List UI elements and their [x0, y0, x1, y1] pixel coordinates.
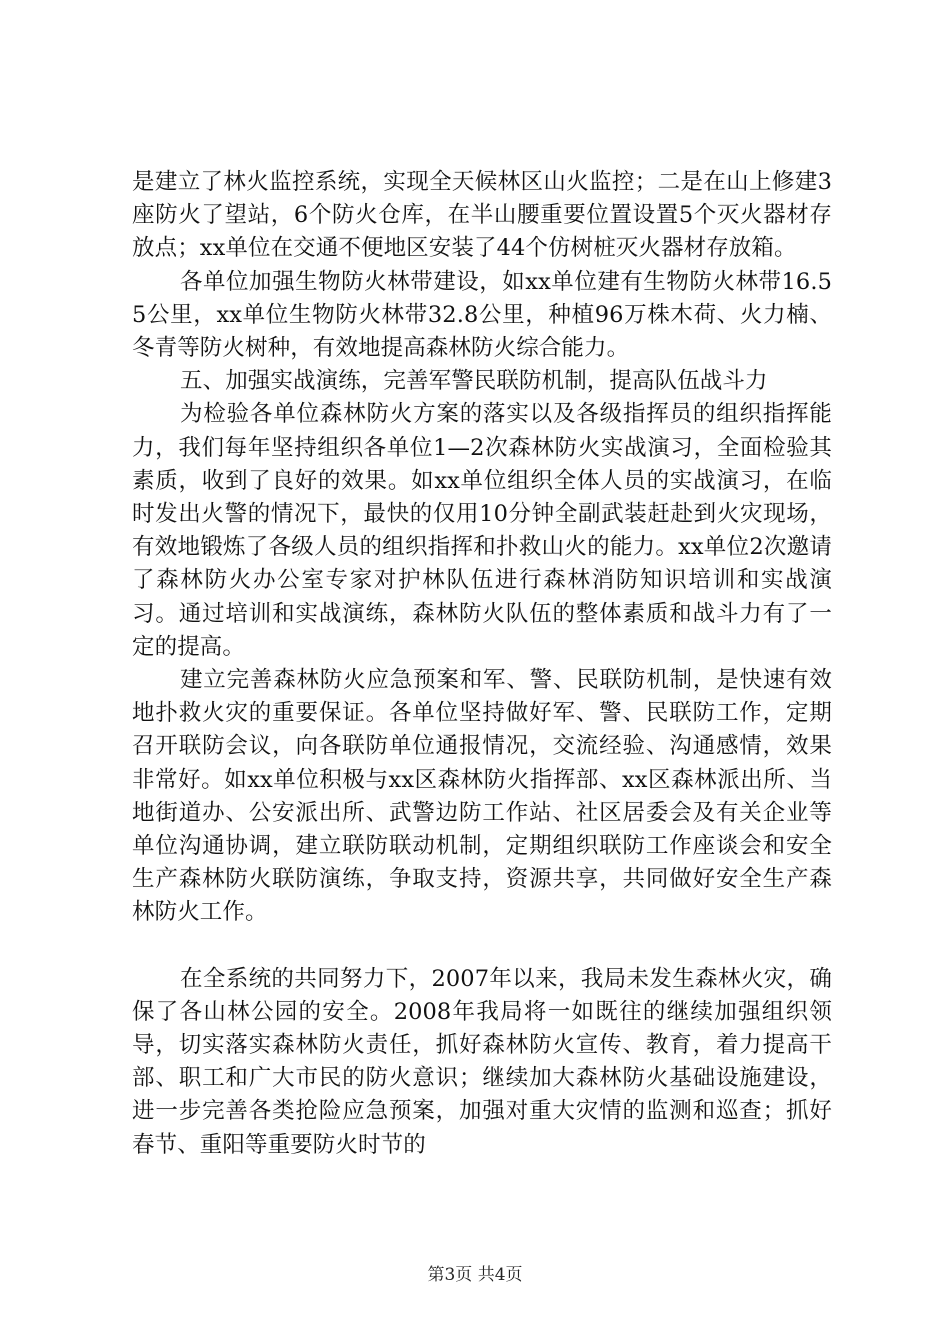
paragraph-drills: 为检验各单位森林防火方案的落实以及各级指挥员的组织指挥能力，我们每年坚持组织各单位1—2次森林防火实战演习，全面检验其素质，收到了良好的效果。如xx单位组织全体人员的实战演习，在临时发出火警的情况下，最快的仅用10分钟全副武装赶赴到火灾现场，有效地锻炼了各级人员的组织指挥和扑救山火的能力。xx单位2次邀请了森林防火办公室专家对护林队伍进行森林消防知识培训和实战演习。通过培训和实战演练，森林防火队伍的整体素质和战斗力有了一定的提高。: [132, 401, 832, 660]
paragraph-continuation: 是建立了林火监控系统，实现全天候林区山火监控；二是在山上修建3座防火了望站，6个防火仓库，在半山腰重要位置设置5个灭火器材存放点；xx单位在交通不便地区安装了44个仿树桩灭火器材存放箱。: [132, 169, 832, 262]
section-heading-five: 五、加强实战演练，完善军警民联防机制，提高队伍战斗力: [180, 368, 768, 395]
paragraph-firebreak: 各单位加强生物防火林带建设，如xx单位建有生物防火林带16.55公里，xx单位生物防火林带32.8公里，种植96万株木荷、火力楠、冬青等防火树种，有效地提高森林防火综合能力。: [132, 268, 832, 362]
paragraph-summary: 在全系统的共同努力下，2007年以来，我局未发生森林火灾，确保了各山林公园的安全。2008年我局将一如既往的继续加强组织领导，切实落实森林防火责任，抓好森林防火宣传、教育，着力提高干部、职工和广大市民的防火意识；继续加大森林防火基础设施建设，进一步完善各类抢险应急预案，加强对重大灾情的监测和巡查；抓好春节、重阳等重要防火时节的: [132, 965, 832, 1158]
document-body: [132, 166, 832, 1162]
paragraph-joint-defense: 建立完善森林防火应急预案和军、警、民联防机制，是快速有效地扑救火灾的重要保证。各单位坚持做好军、警、民联防工作，定期召开联防会议，向各联防单位通报情况，交流经验、沟通感情，效果非常好。如xx单位积极与xx区森林防火指挥部、xx区森林派出所、当地街道办、公安派出所、武警边防工作站、社区居委会及有关企业等单位沟通协调，建立联防联动机制，定期组织联防工作座谈会和安全生产森林防火联防演练，争取支持，资源共享，共同做好安全生产森林防火工作。: [132, 667, 832, 926]
page-number-footer: 第3页 共4页: [427, 1265, 523, 1285]
